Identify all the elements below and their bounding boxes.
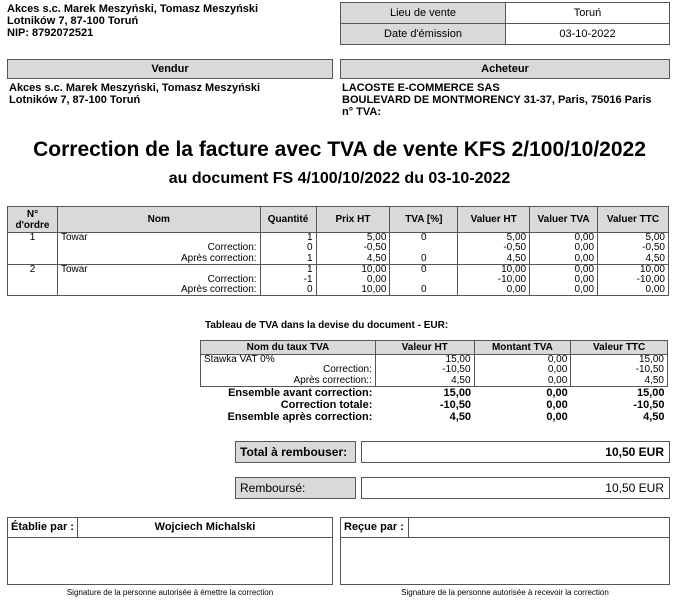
item-price: 10,00	[316, 285, 390, 296]
item-net: 5,00	[458, 233, 530, 244]
buyer-heading: Acheteur	[340, 59, 670, 79]
item-qty: 1	[260, 233, 316, 244]
item-qty: 0	[260, 285, 316, 296]
col-header-no-line1: N°	[26, 208, 39, 220]
issue-date-value: 03-10-2022	[506, 24, 670, 45]
seller-name: Akces s.c. Marek Meszyński, Tomasz Meszyński	[7, 3, 259, 15]
items-table	[7, 206, 669, 296]
place-of-sale-value: Toruń	[506, 3, 670, 24]
vat-row-label: Stawka VAT 0%	[201, 355, 376, 366]
item-gross: 0,00	[598, 285, 669, 296]
vat-row-label: Correction:	[201, 365, 376, 376]
issue-date-label: Date d'émission	[341, 24, 506, 45]
item-net: 10,00	[458, 264, 530, 275]
vat-rate-row	[201, 355, 668, 366]
buyer-vat: n° TVA:	[342, 106, 382, 118]
vat-col-net: Valeur HT	[375, 341, 474, 355]
item-price: 4,50	[316, 254, 390, 265]
item-net: -0,50	[458, 243, 530, 254]
vat-after-row	[201, 376, 668, 387]
vendor-heading: Vendur	[7, 59, 333, 79]
item-vat-value: 0,00	[530, 264, 598, 275]
buyer-name: LACOSTE E-COMMERCE SAS	[342, 82, 500, 94]
item-gross: 4,50	[598, 254, 669, 265]
summary-after-row	[201, 411, 668, 424]
vat-header-row	[201, 341, 668, 355]
summary-label: Ensemble avant correction:	[228, 386, 373, 399]
vat-correction-row	[201, 365, 668, 376]
vat-row-vat: 0,00	[474, 365, 571, 376]
issued-by-label: Établie par :	[8, 518, 78, 538]
vat-col-vat: Montant TVA	[474, 341, 571, 355]
vat-row-vat: 0,00	[474, 376, 571, 387]
item-after-row	[8, 254, 669, 265]
buyer-box	[340, 59, 670, 118]
total-refund-label: Total à rembouser:	[235, 441, 356, 463]
item-vat-rate: 0	[390, 285, 458, 296]
vat-row-label: Après correction::	[201, 376, 376, 387]
col-header-gross: Valuer TTC	[598, 207, 669, 233]
item-vat-value: 0,00	[530, 233, 598, 244]
received-by-label: Reçue par :	[341, 518, 409, 538]
item-price: -0,50	[316, 243, 390, 254]
item-vat-rate: 0	[390, 264, 458, 275]
buyer-address: BOULEVARD DE MONTMORENCY 31-37, Paris, 75016 Paris	[342, 94, 652, 106]
correction-label: Correction:	[57, 275, 260, 286]
received-by-caption: Signature de la personne autorisée à recevoir la correction	[401, 588, 609, 597]
item-row	[8, 233, 669, 244]
vat-row-net: -10,50	[375, 365, 474, 376]
refunded-value: 10,50 EUR	[361, 477, 670, 499]
col-header-price: Prix HT	[316, 207, 390, 233]
item-correction-row	[8, 275, 669, 286]
item-vat-rate: 0	[390, 233, 458, 244]
item-net: 4,50	[458, 254, 530, 265]
seller-header	[7, 3, 327, 39]
summary-net: 15,00	[443, 386, 472, 399]
item-correction-row	[8, 243, 669, 254]
summary-label: Correction totale:	[280, 398, 373, 411]
item-vat-value: 0,00	[530, 254, 598, 265]
correction-label: Correction:	[57, 243, 260, 254]
item-qty: 1	[260, 264, 316, 275]
item-gross: -0,50	[598, 243, 669, 254]
summary-gross: 15,00	[636, 386, 665, 399]
vendor-address: Lotników 7, 87-100 Toruń	[9, 94, 141, 106]
col-header-net: Valuer HT	[458, 207, 530, 233]
after-correction-label: Après correction:	[57, 285, 260, 296]
item-row	[8, 264, 669, 275]
col-header-no	[8, 207, 58, 233]
summary-gross: -10,50	[633, 398, 665, 411]
item-price: 5,00	[316, 233, 390, 244]
summary-net: 4,50	[449, 411, 472, 424]
received-by-name	[409, 518, 669, 538]
col-header-no-line2: d'ordre	[15, 219, 50, 231]
item-gross: -10,00	[598, 275, 669, 286]
issued-by-caption: Signature de la personne autorisée à émettre la correction	[66, 588, 274, 597]
issued-by-box	[7, 517, 333, 585]
item-price: 0,00	[316, 275, 390, 286]
vendor-name: Akces s.c. Marek Meszyński, Tomasz Meszyński	[9, 82, 261, 94]
place-of-sale-label: Lieu de vente	[341, 3, 506, 24]
item-qty: -1	[260, 275, 316, 286]
item-vat-rate	[390, 243, 458, 254]
item-name: Towar	[57, 264, 260, 275]
seller-nip: NIP: 8792072521	[7, 27, 94, 39]
vendor-box	[7, 59, 333, 106]
document-title: Correction de la facture avec TVA de vente KFS 2/100/10/2022	[33, 138, 646, 161]
vat-summary-table	[200, 340, 668, 424]
item-vat-value: 0,00	[530, 275, 598, 286]
total-refund-value: 10,50 EUR	[361, 441, 670, 463]
vat-row-gross: -10,50	[571, 365, 668, 376]
col-header-vat-rate: TVA [%]	[390, 207, 458, 233]
seller-address: Lotników 7, 87-100 Toruń	[7, 15, 139, 27]
summary-vat: 0,00	[546, 386, 568, 399]
issued-by-name: Wojciech Michalski	[78, 518, 332, 538]
col-header-name: Nom	[57, 207, 260, 233]
item-net: -10,00	[458, 275, 530, 286]
vat-col-gross: Valeur TTC	[571, 341, 668, 355]
item-vat-rate: 0	[390, 254, 458, 265]
vat-table-caption: Tableau de TVA dans la devise du document - EUR:	[205, 320, 449, 331]
item-gross: 5,00	[598, 233, 669, 244]
col-header-qty: Quantité	[260, 207, 316, 233]
summary-correction-row	[201, 399, 668, 412]
summary-net: -10,50	[439, 398, 472, 411]
vat-row-net: 15,00	[375, 355, 474, 366]
item-gross: 10,00	[598, 264, 669, 275]
item-vat-value: 0,00	[530, 285, 598, 296]
item-qty: 1	[260, 254, 316, 265]
sale-info-table	[340, 2, 670, 45]
col-header-vat-value: Valuer TVA	[530, 207, 598, 233]
vat-row-vat: 0,00	[474, 355, 571, 366]
item-no: 1	[8, 233, 58, 244]
refunded-label: Remboursé:	[235, 477, 356, 499]
received-by-box	[340, 517, 670, 585]
item-after-row	[8, 285, 669, 296]
item-vat-value: 0,00	[530, 243, 598, 254]
vat-col-rate: Nom du taux TVA	[201, 341, 376, 355]
summary-vat: 0,00	[546, 411, 568, 424]
summary-label: Ensemble après correction:	[227, 411, 373, 424]
document-subtitle: au document FS 4/100/10/2022 du 03-10-2022	[168, 170, 511, 187]
item-net: 0,00	[458, 285, 530, 296]
buyer-details	[340, 79, 670, 118]
item-name: Towar	[57, 233, 260, 244]
item-no: 2	[8, 264, 58, 275]
item-price: 10,00	[316, 264, 390, 275]
vat-row-net: 4,50	[375, 376, 474, 387]
items-header-row	[8, 207, 669, 233]
item-qty: 0	[260, 243, 316, 254]
vendor-details	[7, 79, 333, 106]
vat-row-gross: 15,00	[571, 355, 668, 366]
summary-gross: 4,50	[643, 411, 665, 424]
summary-vat: 0,00	[546, 398, 568, 411]
after-correction-label: Après correction:	[57, 254, 260, 265]
summary-before-row	[201, 386, 668, 399]
vat-row-gross: 4,50	[571, 376, 668, 387]
